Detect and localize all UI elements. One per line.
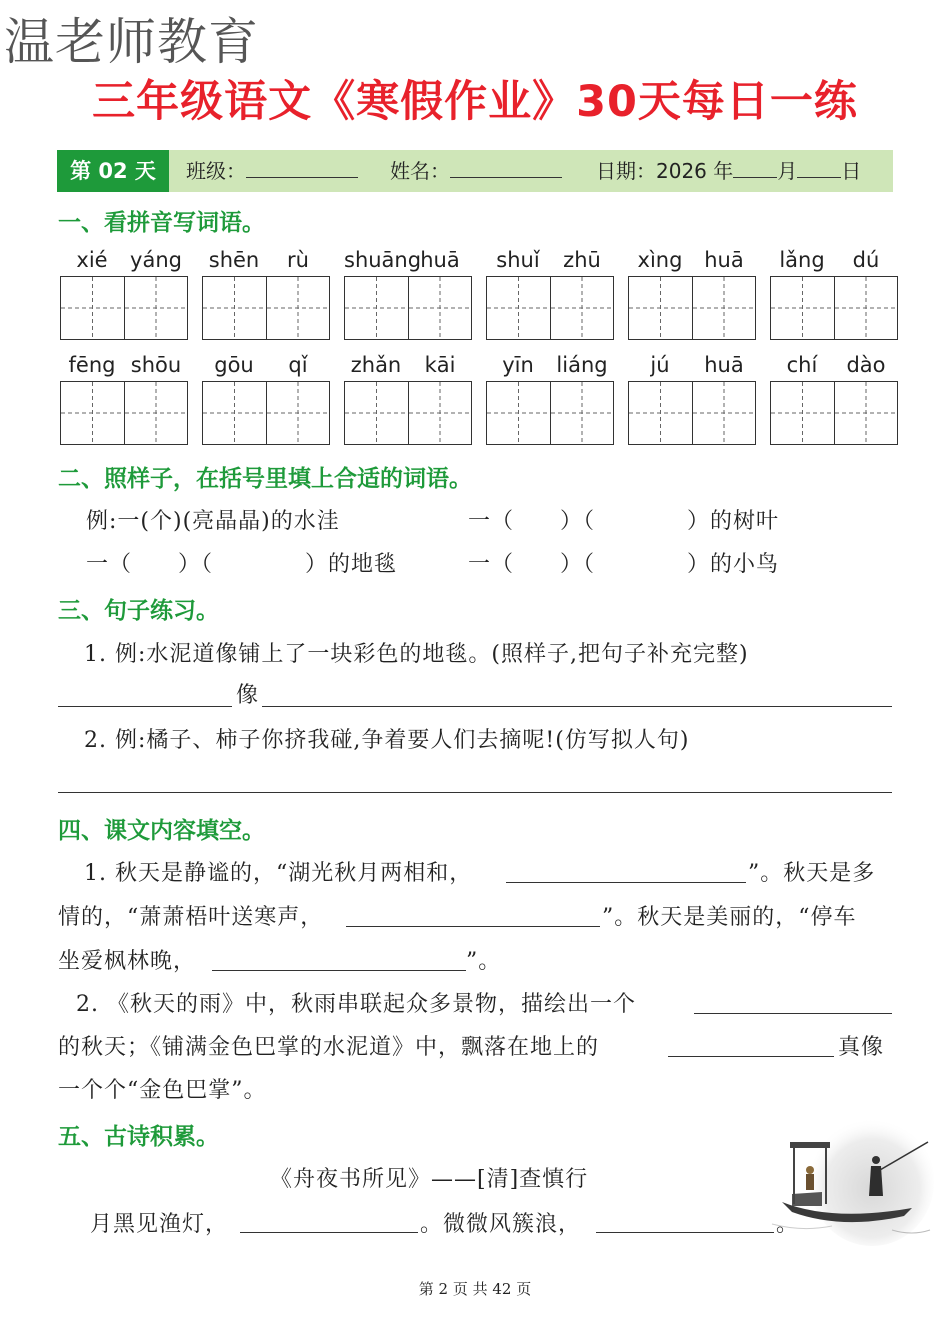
section-1-heading: 一、看拼音写词语。 — [58, 210, 265, 236]
name-blank[interactable] — [450, 151, 562, 178]
tian-grid-guides — [125, 277, 187, 339]
q4-line3-b: ”。 — [466, 949, 502, 974]
pinyin-label: yīn — [502, 353, 534, 377]
tian-grid-guides — [203, 382, 266, 444]
pinyin-label: gōu — [214, 353, 254, 377]
fishing-boat-illustration — [762, 1112, 934, 1252]
day-badge: 第 02 天 — [57, 150, 169, 192]
class-blank[interactable] — [246, 151, 358, 178]
q3-blank-sentence[interactable] — [58, 792, 892, 793]
watermark: 温老师教育 — [4, 13, 259, 71]
pinyin-label: huā — [420, 248, 460, 272]
q3-item2: 2. 例:橘子、柿子你挤我碰,争着要人们去摘呢!(仿写拟人句) — [84, 728, 690, 753]
class-label: 班级： — [186, 159, 246, 183]
q4-blank-4[interactable] — [694, 1013, 892, 1014]
pinyin-label: dào — [846, 353, 886, 377]
tian-grid-cell[interactable] — [692, 381, 756, 445]
tian-grid-guides — [693, 277, 755, 339]
tian-grid-cell[interactable] — [344, 276, 409, 340]
q4-line5-a: 的秋天；《铺满金色巴掌的水泥道》中，飘落在地上的 — [58, 1035, 600, 1060]
tian-grid-cell[interactable] — [60, 276, 125, 340]
q4-line3-a: 坐爱枫林晚， — [58, 949, 197, 974]
tian-grid-guides — [267, 277, 329, 339]
tian-grid-cell[interactable] — [344, 381, 409, 445]
pinyin-label: shēn — [208, 248, 260, 272]
tian-grid-guides — [487, 277, 550, 339]
tian-grid-cell[interactable] — [628, 381, 693, 445]
tian-grid-cell[interactable] — [266, 276, 330, 340]
tian-grid-cell[interactable] — [770, 381, 835, 445]
pinyin-label: shuāng — [344, 248, 422, 272]
q4-blank-3[interactable] — [212, 970, 466, 971]
tian-grid-cell[interactable] — [550, 276, 614, 340]
q4-blank-5[interactable] — [668, 1056, 834, 1057]
name-field — [390, 150, 562, 192]
q4-line1-b: ”。秋天是多 — [748, 861, 876, 886]
poem-mid: 。微微风簇浪， — [420, 1212, 582, 1237]
class-field — [186, 150, 358, 192]
page-title: 三年级语文《寒假作业》30天每日一练 — [92, 77, 858, 127]
pinyin-label: liáng — [556, 353, 608, 377]
tian-grid-cell[interactable] — [124, 381, 188, 445]
tian-grid-guides — [345, 277, 408, 339]
section-2-heading: 二、照样子，在括号里填上合适的词语。 — [58, 466, 472, 492]
tian-grid-guides — [203, 277, 266, 339]
date-field — [596, 150, 861, 192]
q4-blank-1[interactable] — [506, 882, 746, 883]
pinyin-label: chí — [786, 353, 818, 377]
pinyin-label: xìng — [637, 248, 683, 272]
tian-grid-guides — [835, 277, 897, 339]
tian-grid-cell[interactable] — [550, 381, 614, 445]
page-footer: 第 2 页 共 42 页 — [418, 1280, 532, 1298]
tian-grid-guides — [551, 382, 613, 444]
pinyin-label: shōu — [130, 353, 182, 377]
tian-grid-guides — [771, 277, 834, 339]
poem-title: 《舟夜书所见》——[清]查慎行 — [270, 1167, 589, 1192]
pinyin-label: zhǎn — [350, 353, 402, 377]
section-4-heading: 四、课文内容填空。 — [58, 818, 265, 844]
tian-grid-cell[interactable] — [202, 381, 267, 445]
pinyin-label: yáng — [130, 248, 182, 272]
q2-row2-left: 一（ ）（ ）的地毯 — [86, 552, 398, 577]
q4-line1-a: 1. 秋天是静谧的，“湖光秋月两相和， — [84, 861, 473, 886]
tian-grid-cell[interactable] — [60, 381, 125, 445]
pinyin-label: zhū — [563, 248, 601, 272]
pinyin-label: dú — [852, 248, 880, 272]
q2-example: 例:一(个)(亮晶晶)的水洼 — [86, 509, 340, 534]
q3-item1: 1. 例:水泥道像铺上了一块彩色的地毯。(照样子,把句子补充完整) — [84, 642, 749, 667]
pinyin-label: lǎng — [779, 248, 825, 272]
tian-grid-guides — [61, 277, 124, 339]
tian-grid-cell[interactable] — [408, 381, 472, 445]
pinyin-label: qǐ — [288, 353, 308, 377]
pinyin-label: huā — [704, 353, 744, 377]
tian-grid-cell[interactable] — [628, 276, 693, 340]
tian-grid-cell[interactable] — [486, 381, 551, 445]
month-label: 月 — [777, 159, 798, 183]
q4-blank-2[interactable] — [346, 926, 600, 927]
pinyin-label: xié — [76, 248, 108, 272]
q3-blank-subject[interactable] — [58, 706, 232, 707]
tian-grid-cell[interactable] — [770, 276, 835, 340]
day-label: 日 — [841, 159, 862, 183]
tian-grid-guides — [125, 382, 187, 444]
tian-grid-guides — [487, 382, 550, 444]
q2-row2-right: 一（ ）（ ）的小鸟 — [468, 552, 780, 577]
tian-grid-cell[interactable] — [692, 276, 756, 340]
q4-line6: 一个个“金色巴掌”。 — [58, 1078, 267, 1103]
tian-grid-guides — [771, 382, 834, 444]
tian-grid-guides — [409, 277, 471, 339]
pinyin-label: kāi — [424, 353, 456, 377]
poem-line-a: 月黑见渔灯， — [90, 1212, 229, 1237]
poem-blank-2[interactable] — [596, 1232, 774, 1233]
section-3-heading: 三、句子练习。 — [58, 598, 219, 624]
tian-grid-cell[interactable] — [834, 276, 898, 340]
tian-grid-guides — [629, 382, 692, 444]
date-label: 日期：2026 年 — [596, 159, 734, 183]
q3-blank-predicate[interactable] — [262, 706, 892, 707]
pinyin-label: fēng — [68, 353, 116, 377]
q4-line2-a: 情的，“萧萧梧叶送寒声， — [58, 905, 324, 930]
pinyin-label: rù — [287, 248, 309, 272]
q4-line5-b: 真像 — [838, 1035, 885, 1060]
pinyin-label: jú — [650, 353, 670, 377]
q4-line4-a: 2. 《秋天的雨》中，秋雨串联起众多景物，描绘出一个 — [76, 992, 636, 1017]
tian-grid-guides — [345, 382, 408, 444]
tian-grid-cell[interactable] — [486, 276, 551, 340]
tian-grid-guides — [551, 277, 613, 339]
tian-grid-guides — [409, 382, 471, 444]
tian-grid-guides — [61, 382, 124, 444]
poem-blank-1[interactable] — [240, 1232, 418, 1233]
poem-end: 。 — [776, 1212, 800, 1237]
pinyin-label: shuǐ — [496, 248, 540, 272]
tian-grid-guides — [267, 382, 329, 444]
day-blank[interactable] — [797, 151, 841, 178]
tian-grid-guides — [629, 277, 692, 339]
tian-grid-cell[interactable] — [124, 276, 188, 340]
month-blank[interactable] — [733, 151, 777, 178]
pinyin-label: huā — [704, 248, 744, 272]
section-5-heading: 五、古诗积累。 — [58, 1124, 219, 1150]
tian-grid-cell[interactable] — [834, 381, 898, 445]
q2-row1-right: 一（ ）（ ）的树叶 — [468, 509, 780, 534]
q4-line2-b: ”。秋天是美丽的，“停车 — [602, 905, 857, 930]
tian-grid-cell[interactable] — [202, 276, 267, 340]
tian-grid-cell[interactable] — [266, 381, 330, 445]
tian-grid-cell[interactable] — [408, 276, 472, 340]
tian-grid-guides — [835, 382, 897, 444]
tian-grid-guides — [693, 382, 755, 444]
q3-xiang: 像 — [236, 683, 260, 708]
name-label: 姓名： — [390, 159, 450, 183]
